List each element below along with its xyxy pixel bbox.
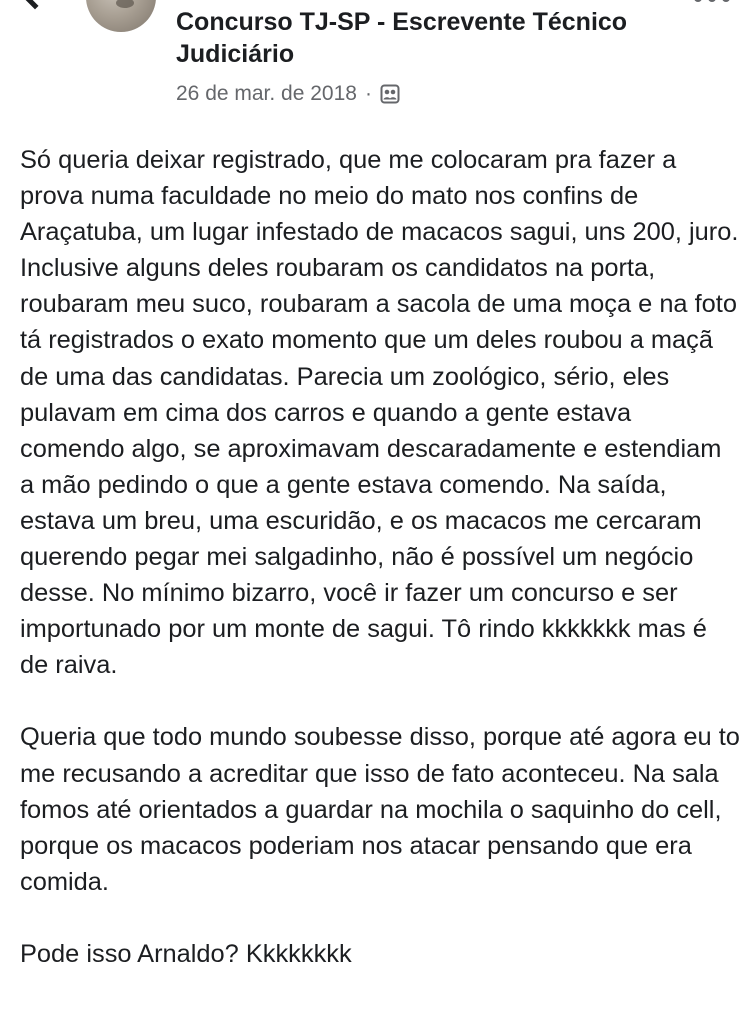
- members-group-icon: [380, 84, 400, 104]
- avatar[interactable]: [86, 0, 156, 32]
- group-title[interactable]: Concurso TJ-SP - Escrevente Técnico Judiciário: [176, 8, 628, 68]
- paragraph-spacer: [20, 683, 740, 719]
- post-paragraph: Só queria deixar registrado, que me colocaram pra fazer a prova numa faculdade no meio do mato nos confins de Araçatuba, um lugar infestado de macacos sagui, uns 200, juro. Inclusive alguns deles roubaram os candidatos na porta, roubaram meu suco, roubaram a sacola de uma moça e na foto tá registrados o exato momento que um deles roubou a maçã de uma das candidatas. Parecia um zoológico, sério, eles pulavam em cima dos carros e quando a gente estava comendo algo, se aproximavam descaradamente e estendiam a mão pedindo o que a gente estava comendo. Na saída, estava um breu, uma escuridão, e os macacos me cercaram querendo pegar mei salgadinho, não é possível um negócio desse. No mínimo bizarro, você ir fazer um concurso e ser importunado por um monte de sagui. Tô rindo kkkkkkk mas é de raiva.: [20, 146, 739, 680]
- paragraph-spacer: [20, 900, 740, 936]
- more-options-icon[interactable]: [694, 0, 730, 2]
- meta-separator: ·: [364, 82, 372, 105]
- chevron-left-icon[interactable]: [17, 0, 54, 9]
- post-paragraph: Pode isso Arnaldo? Kkkkkkkk: [20, 939, 352, 968]
- post-paragraph: Queria que todo mundo soubesse disso, porque até agora eu to me recusando a acreditar que isso de fato aconteceu. Na sala fomos até orientados a guardar na mochila o saquinho do cell, porque os macacos poderiam nos atacar pensando que era comida.: [20, 723, 740, 896]
- post-header: [0, 0, 752, 120]
- post-meta: [176, 80, 400, 108]
- post-text: [20, 142, 740, 972]
- post-date[interactable]: 26 de mar. de 2018: [176, 82, 357, 105]
